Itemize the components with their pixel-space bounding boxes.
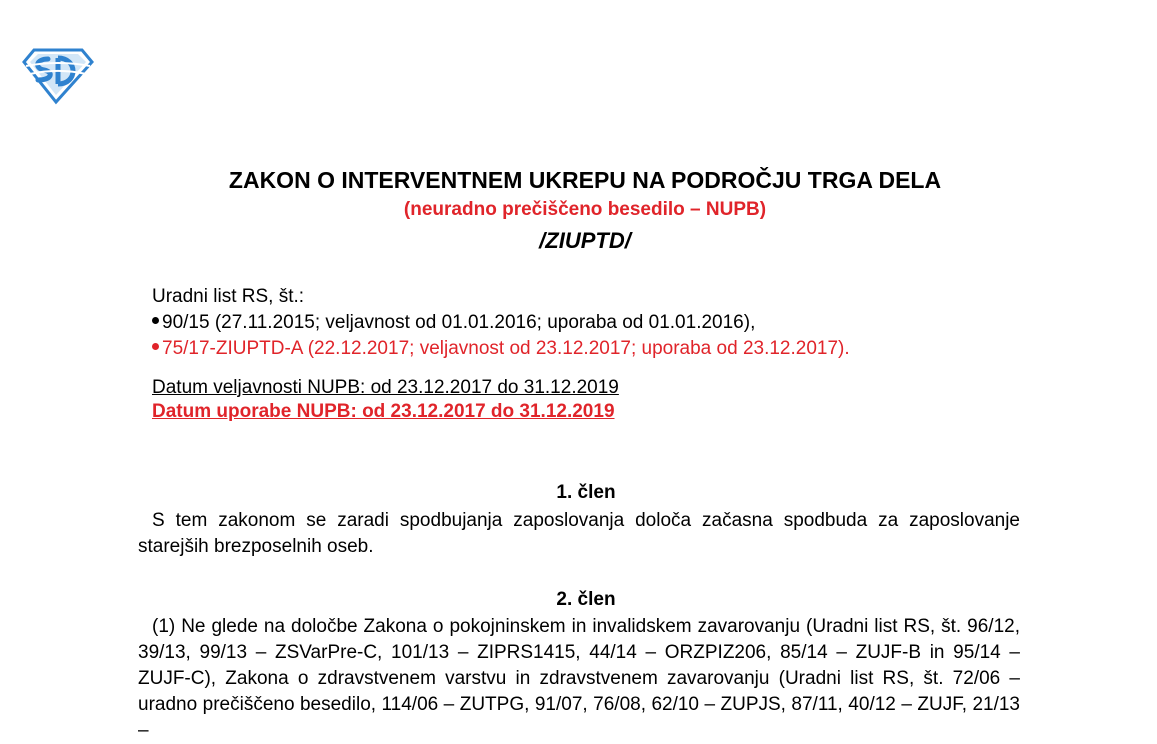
shield-logo-icon <box>20 44 96 106</box>
gazette-references <box>152 284 850 362</box>
document-title: ZAKON O INTERVENTNEM UKREPU NA PODROČJU TRGA DELA <box>228 167 942 193</box>
article-2-heading: 2. člen <box>556 589 616 610</box>
gazette-label: Uradni list RS, št.: <box>152 286 305 307</box>
article-2-text: (1) Ne glede na določbe Zakona o pokojninskem in invalidskem zavarovanju (Uradni list RS, št. 96/12, 39/13, 99/13 – ZSVarPre-C, 101/13 – ZIPRS1415, 44/14 – ORZPIZ206, 85/14 – ZUJF-B in 95/14 – ZUJF-C), Zakona o zdravstvenem varstvu in zdravstvenem zavarovanju (Uradni list RS, št. 72/06 – uradno prečiščeno besedilo, 114/06 – ZUTPG, 91/07, 76/08, 62/10 – ZUPJS, 87/11, 40/12 – ZUJF, 21/13 – <box>138 616 1020 741</box>
validity-date: Datum veljavnosti NUPB: od 23.12.2017 do 31.12.2019 <box>152 377 619 398</box>
application-date: Datum uporabe NUPB: od 23.12.2017 do 31.12.2019 <box>152 401 615 422</box>
sd-logo <box>20 44 96 106</box>
gazette-entry-text: 75/17-ZIUPTD-A (22.12.2017; veljavnost od 23.12.2017; uporaba od 23.12.2017). <box>162 338 850 359</box>
article-1-text: S tem zakonom se zaradi spodbujanja zaposlovanja določa začasna spodbuda za zaposlovanje starejših brezposelnih oseb. <box>138 510 1020 557</box>
article-1-heading: 1. člen <box>556 482 616 503</box>
bullet-icon <box>152 343 159 350</box>
gazette-entry <box>152 310 850 336</box>
bullet-icon <box>152 317 159 324</box>
document-subtitle: (neuradno prečiščeno besedilo – NUPB) <box>403 199 767 220</box>
gazette-entry-text: 90/15 (27.11.2015; veljavnost od 01.01.2016; uporaba od 01.01.2016), <box>162 312 756 333</box>
document-abbreviation: /ZIUPTD/ <box>539 228 631 253</box>
gazette-entry-amendment <box>152 336 850 362</box>
